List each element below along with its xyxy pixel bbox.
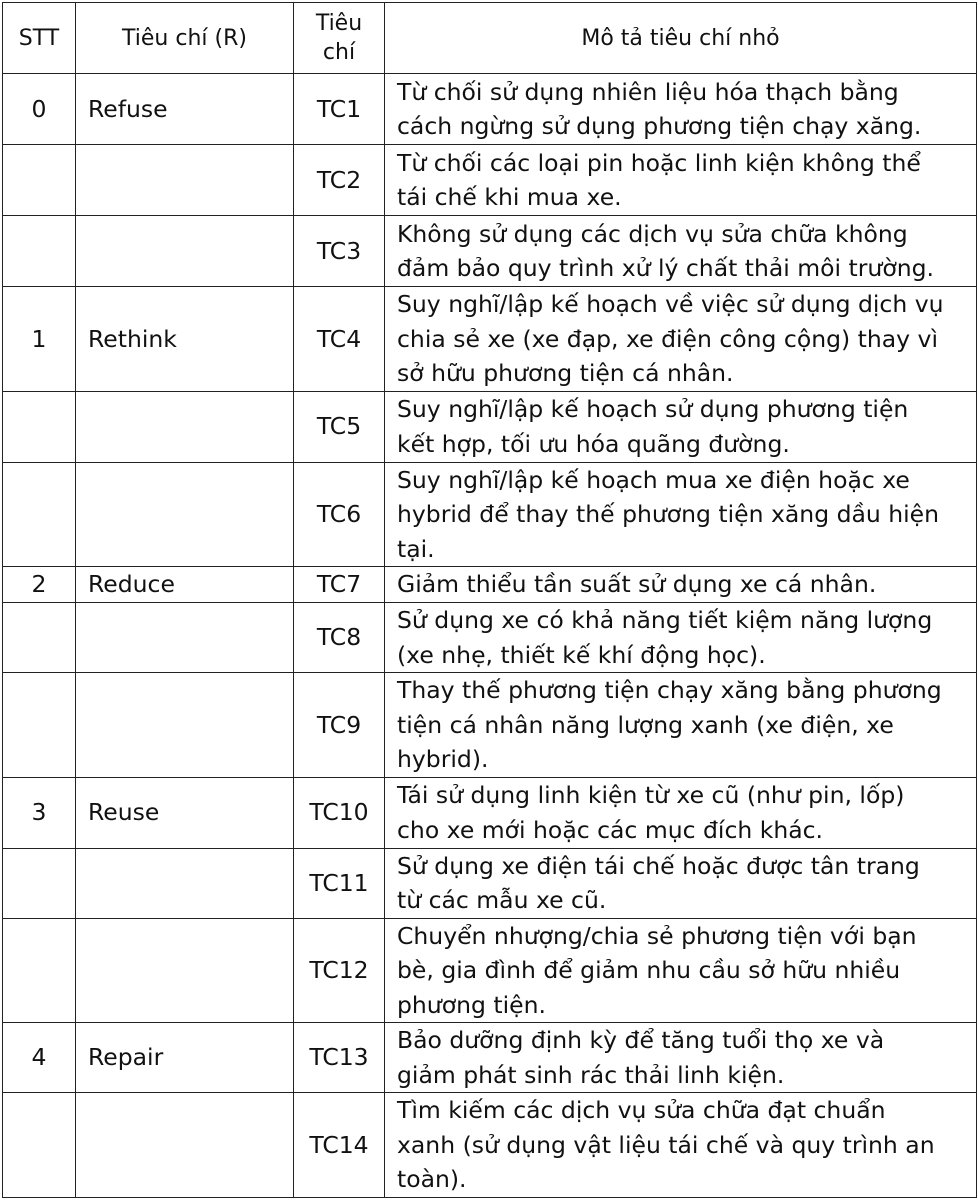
- cell-description: Không sử dụng các dịch vụ sửa chữa không đảm bảo quy trình xử lý chất thải môi trường.: [385, 216, 977, 287]
- cell-stt: [3, 673, 76, 778]
- cell-stt: [3, 145, 76, 216]
- cell-stt: [3, 216, 76, 287]
- cell-criterion-code: TC3: [294, 216, 385, 287]
- cell-r-criterion: Refuse: [76, 74, 294, 145]
- cell-criterion-code: TC6: [294, 462, 385, 567]
- cell-stt: [3, 391, 76, 462]
- cell-r-criterion: [76, 673, 294, 778]
- cell-criterion-code: TC9: [294, 673, 385, 778]
- table-body: [3, 74, 977, 1198]
- cell-description: Bảo dưỡng định kỳ để tăng tuổi thọ xe và giảm phát sinh rác thải linh kiện.: [385, 1023, 977, 1093]
- cell-description: Từ chối các loại pin hoặc linh kiện không thể tái chế khi mua xe.: [385, 145, 977, 216]
- cell-description: Tái sử dụng linh kiện từ xe cũ (như pin, lốp) cho xe mới hoặc các mục đích khác.: [385, 777, 977, 848]
- cell-criterion-code: TC14: [294, 1093, 385, 1198]
- cell-r-criterion: Repair: [76, 1023, 294, 1093]
- table-row: [3, 145, 977, 216]
- cell-r-criterion: Rethink: [76, 287, 294, 392]
- cell-stt: 3: [3, 777, 76, 848]
- cell-description: Thay thế phương tiện chạy xăng bằng phương tiện cá nhân năng lượng xanh (xe điện, xe hybrid).: [385, 673, 977, 778]
- table-row: [3, 216, 977, 287]
- header-row: [3, 3, 977, 74]
- cell-criterion-code: TC12: [294, 918, 385, 1023]
- cell-criterion-code: TC1: [294, 74, 385, 145]
- cell-description: Suy nghĩ/lập kế hoạch về việc sử dụng dịch vụ chia sẻ xe (xe đạp, xe điện công cộng) thay vì sở hữu phương tiện cá nhân.: [385, 287, 977, 392]
- cell-r-criterion: [76, 1093, 294, 1198]
- header-stt: STT: [3, 3, 76, 74]
- table-row: [3, 918, 977, 1023]
- cell-description: Chuyển nhượng/chia sẻ phương tiện với bạn bè, gia đình để giảm nhu cầu sở hữu nhiều phương tiện.: [385, 918, 977, 1023]
- cell-criterion-code: TC11: [294, 848, 385, 918]
- table-row: [3, 567, 977, 603]
- cell-r-criterion: [76, 603, 294, 673]
- table-row: [3, 1093, 977, 1198]
- table-row: [3, 391, 977, 462]
- cell-stt: [3, 1093, 76, 1198]
- table-row: [3, 777, 977, 848]
- cell-r-criterion: Reuse: [76, 777, 294, 848]
- cell-r-criterion: [76, 462, 294, 567]
- cell-r-criterion: Reduce: [76, 567, 294, 603]
- cell-criterion-code: TC5: [294, 391, 385, 462]
- cell-r-criterion: [76, 391, 294, 462]
- cell-stt: [3, 848, 76, 918]
- cell-stt: 1: [3, 287, 76, 392]
- cell-description: Sử dụng xe điện tái chế hoặc được tân trang từ các mẫu xe cũ.: [385, 848, 977, 918]
- cell-criterion-code: TC2: [294, 145, 385, 216]
- cell-description: Suy nghĩ/lập kế hoạch sử dụng phương tiện kết hợp, tối ưu hóa quãng đường.: [385, 391, 977, 462]
- table-header: [3, 3, 977, 74]
- cell-r-criterion: [76, 848, 294, 918]
- cell-description: Suy nghĩ/lập kế hoạch mua xe điện hoặc xe hybrid để thay thế phương tiện xăng dầu hiện tại.: [385, 462, 977, 567]
- cell-description: Sử dụng xe có khả năng tiết kiệm năng lượng (xe nhẹ, thiết kế khí động học).: [385, 603, 977, 673]
- cell-stt: [3, 462, 76, 567]
- cell-description: Tìm kiếm các dịch vụ sửa chữa đạt chuẩn xanh (sử dụng vật liệu tái chế và quy trình an toàn).: [385, 1093, 977, 1198]
- cell-stt: 2: [3, 567, 76, 603]
- table-row: [3, 287, 977, 392]
- cell-criterion-code: TC4: [294, 287, 385, 392]
- cell-criterion-code: TC13: [294, 1023, 385, 1093]
- cell-r-criterion: [76, 145, 294, 216]
- criteria-table: [2, 2, 977, 1198]
- cell-description: Từ chối sử dụng nhiên liệu hóa thạch bằng cách ngừng sử dụng phương tiện chạy xăng.: [385, 74, 977, 145]
- cell-stt: 4: [3, 1023, 76, 1093]
- table-row: [3, 848, 977, 918]
- cell-stt: [3, 603, 76, 673]
- header-criterion: Tiêu chí: [294, 3, 385, 74]
- table-row: [3, 603, 977, 673]
- cell-criterion-code: TC10: [294, 777, 385, 848]
- table-row: [3, 673, 977, 778]
- header-r-criterion: Tiêu chí (R): [76, 3, 294, 74]
- cell-stt: [3, 918, 76, 1023]
- cell-criterion-code: TC8: [294, 603, 385, 673]
- cell-criterion-code: TC7: [294, 567, 385, 603]
- table-row: [3, 462, 977, 567]
- table-row: [3, 1023, 977, 1093]
- cell-stt: 0: [3, 74, 76, 145]
- table-row: [3, 74, 977, 145]
- header-description: Mô tả tiêu chí nhỏ: [385, 3, 977, 74]
- cell-description: Giảm thiểu tần suất sử dụng xe cá nhân.: [385, 567, 977, 603]
- cell-r-criterion: [76, 216, 294, 287]
- cell-r-criterion: [76, 918, 294, 1023]
